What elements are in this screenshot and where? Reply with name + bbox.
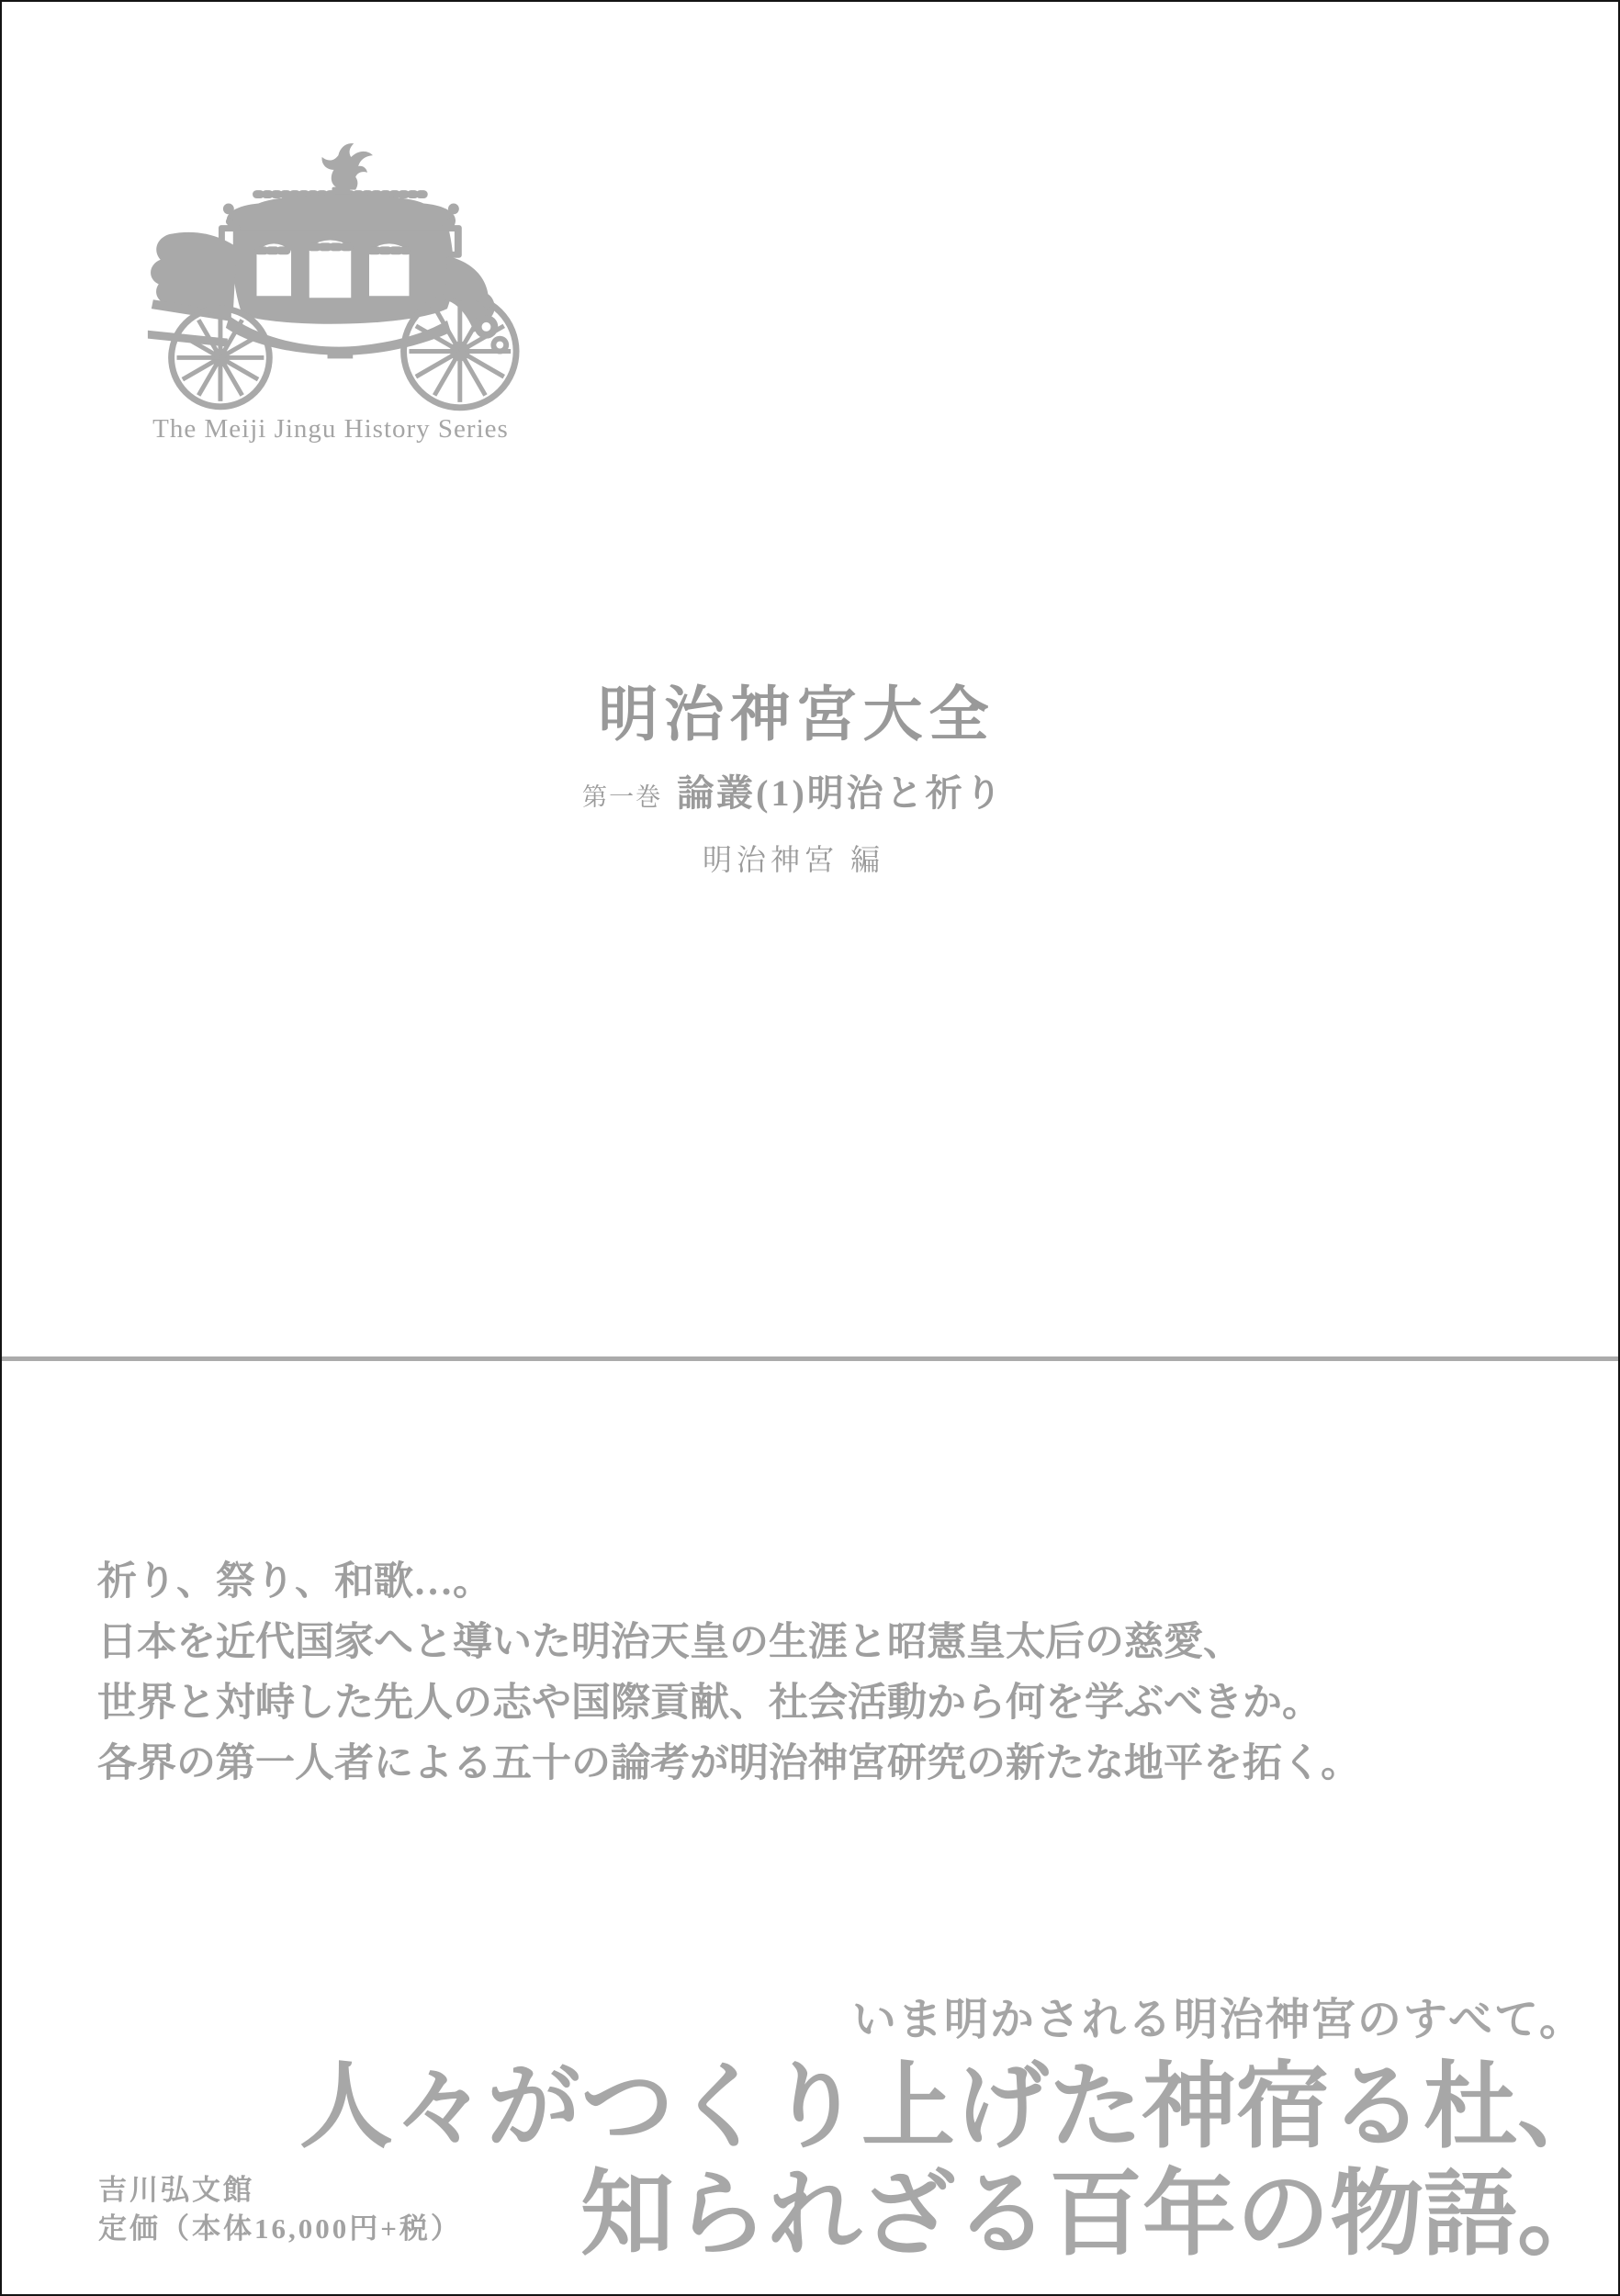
description-line: 世界と対峙した先人の志や国際貢献、社会活動から何を学ぶべきか。	[97, 1682, 1322, 1725]
obi-divider-line	[2, 1356, 1620, 1361]
imperial-carriage-icon	[141, 140, 522, 412]
description-line: 各界の第一人者による五十の論考が明治神宮研究の新たな地平を拓く。	[97, 1742, 1361, 1785]
title-block	[0, 683, 1603, 879]
catch-line-2: 知られざる百年の物語。	[580, 2164, 1611, 2268]
publisher-block	[98, 2171, 462, 2248]
series-logo	[138, 140, 523, 445]
description-line: 日本を近代国家へと導いた明治天皇の生涯と昭憲皇太后の慈愛、	[97, 1621, 1243, 1664]
catch-line-1: 人々がつくり上げた神宿る杜、	[299, 2056, 1611, 2160]
description-line: 祈り、祭り、和歌…。	[97, 1560, 492, 1604]
volume-label: 第一巻	[582, 782, 663, 811]
book-title: 明治神宮大全	[598, 682, 996, 748]
volume-subtitle: 論叢(1)明治と祈り	[677, 771, 1005, 814]
obi-description	[97, 1552, 1360, 1795]
price-label: 定価（本体16,000円+税）	[98, 2212, 462, 2245]
editor-credit: 明治神宮 編	[702, 842, 884, 876]
publisher-name: 吉川弘文館	[98, 2174, 254, 2206]
catch-lead: いま明かされる明治神宮のすべて。	[851, 1996, 1585, 2044]
series-label: The Meiji Jingu History Series	[152, 414, 509, 444]
subtitle	[0, 764, 1603, 816]
